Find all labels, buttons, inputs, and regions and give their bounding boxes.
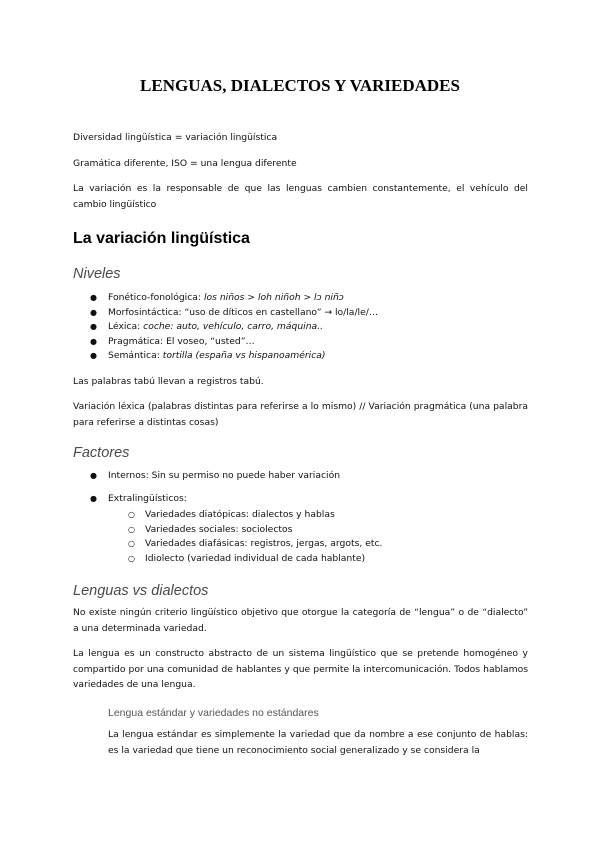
list-item: ○ Idiolecto (variedad individual de cada hablante) bbox=[145, 552, 382, 567]
bullet-icon: ● bbox=[90, 336, 97, 346]
list-item: ● Léxica: coche: auto, vehículo, carro, máquina.. bbox=[108, 320, 378, 335]
paragraph-criterio: No existe ningún criterio lingüístico objetivo que otorgue la categoría de “lengua” o de “dialecto” a una determinada variedad. bbox=[73, 607, 528, 634]
bullet-icon: ● bbox=[90, 494, 97, 503]
factores-list bbox=[90, 469, 341, 484]
niveles-list bbox=[90, 291, 379, 364]
page-title: LENGUAS, DIALECTOS Y VARIEDADES bbox=[140, 76, 460, 95]
subheading-factores: Factores bbox=[73, 445, 130, 461]
subheading-niveles: Niveles bbox=[73, 266, 121, 282]
list-item: ● Extralingüísticos: bbox=[108, 492, 187, 507]
note-variacion-lexica: Variación léxica (palabras distintas para referirse a lo mismo) // Variación pragmática (una palabra para referirse a distintas cosas) bbox=[73, 401, 528, 428]
subheading-lenguas-dialectos: Lenguas vs dialectos bbox=[73, 583, 209, 599]
list-item: ○ Variedades sociales: sociolectos bbox=[145, 523, 382, 538]
circle-bullet-icon: ○ bbox=[128, 524, 135, 534]
list-item: ● Semántica: tortilla (españa vs hispanoamérica) bbox=[108, 349, 378, 364]
factores-list-extra bbox=[90, 492, 187, 507]
intro-line-2: Gramática diferente, ISO = una lengua diferente bbox=[73, 158, 297, 169]
paragraph-constructo: La lengua es un constructo abstracto de un sistema lingüístico que se pretende homogéneo y compartido por una comunidad de hablantes y que permite la intercomunicación. Todos hablamos variedades de una lengua. bbox=[73, 648, 528, 690]
list-item: ○ Variedades diafásicas: registros, jergas, argots, etc. bbox=[145, 537, 382, 552]
section-heading-variacion: La variación lingüística bbox=[73, 230, 250, 247]
extralinguisticos-sublist bbox=[128, 508, 383, 566]
circle-bullet-icon: ○ bbox=[128, 539, 135, 549]
paragraph-lengua-estandar: La lengua estándar es simplemente la variedad que da nombre a ese conjunto de hablas: es la variedad que tiene un reconocimiento social generalizado y se considera la bbox=[108, 729, 528, 756]
note-tabu: Las palabras tabú llevan a registros tabú. bbox=[73, 376, 264, 387]
list-item: ○ Variedades diatópicas: dialectos y hablas bbox=[145, 508, 382, 523]
list-item: ● Pragmática: El voseo, “usted”… bbox=[108, 335, 378, 350]
bullet-icon: ● bbox=[90, 307, 97, 317]
subheading-lengua-estandar: Lengua estándar y variedades no estándares bbox=[108, 707, 319, 719]
bullet-icon: ● bbox=[90, 351, 97, 361]
circle-bullet-icon: ○ bbox=[128, 553, 135, 563]
intro-line-1: Diversidad lingüística = variación lingüística bbox=[73, 132, 278, 143]
bullet-icon: ● bbox=[90, 293, 97, 302]
bullet-icon: ● bbox=[90, 322, 97, 332]
list-item: ● Morfosintáctica: “uso de díticos en castellano” → lo/la/le/… bbox=[108, 306, 378, 321]
intro-paragraph: La variación es la responsable de que las lenguas cambien constantemente, el vehículo del cambio lingüístico bbox=[73, 183, 528, 210]
list-item: ● Internos: Sin su permiso no puede haber variación bbox=[108, 469, 340, 484]
bullet-icon: ● bbox=[90, 471, 97, 480]
circle-bullet-icon: ○ bbox=[128, 510, 135, 519]
list-item: ● Fonético-fonológica: los niños > loh niñoh > lɔ niñɔ bbox=[108, 291, 378, 306]
